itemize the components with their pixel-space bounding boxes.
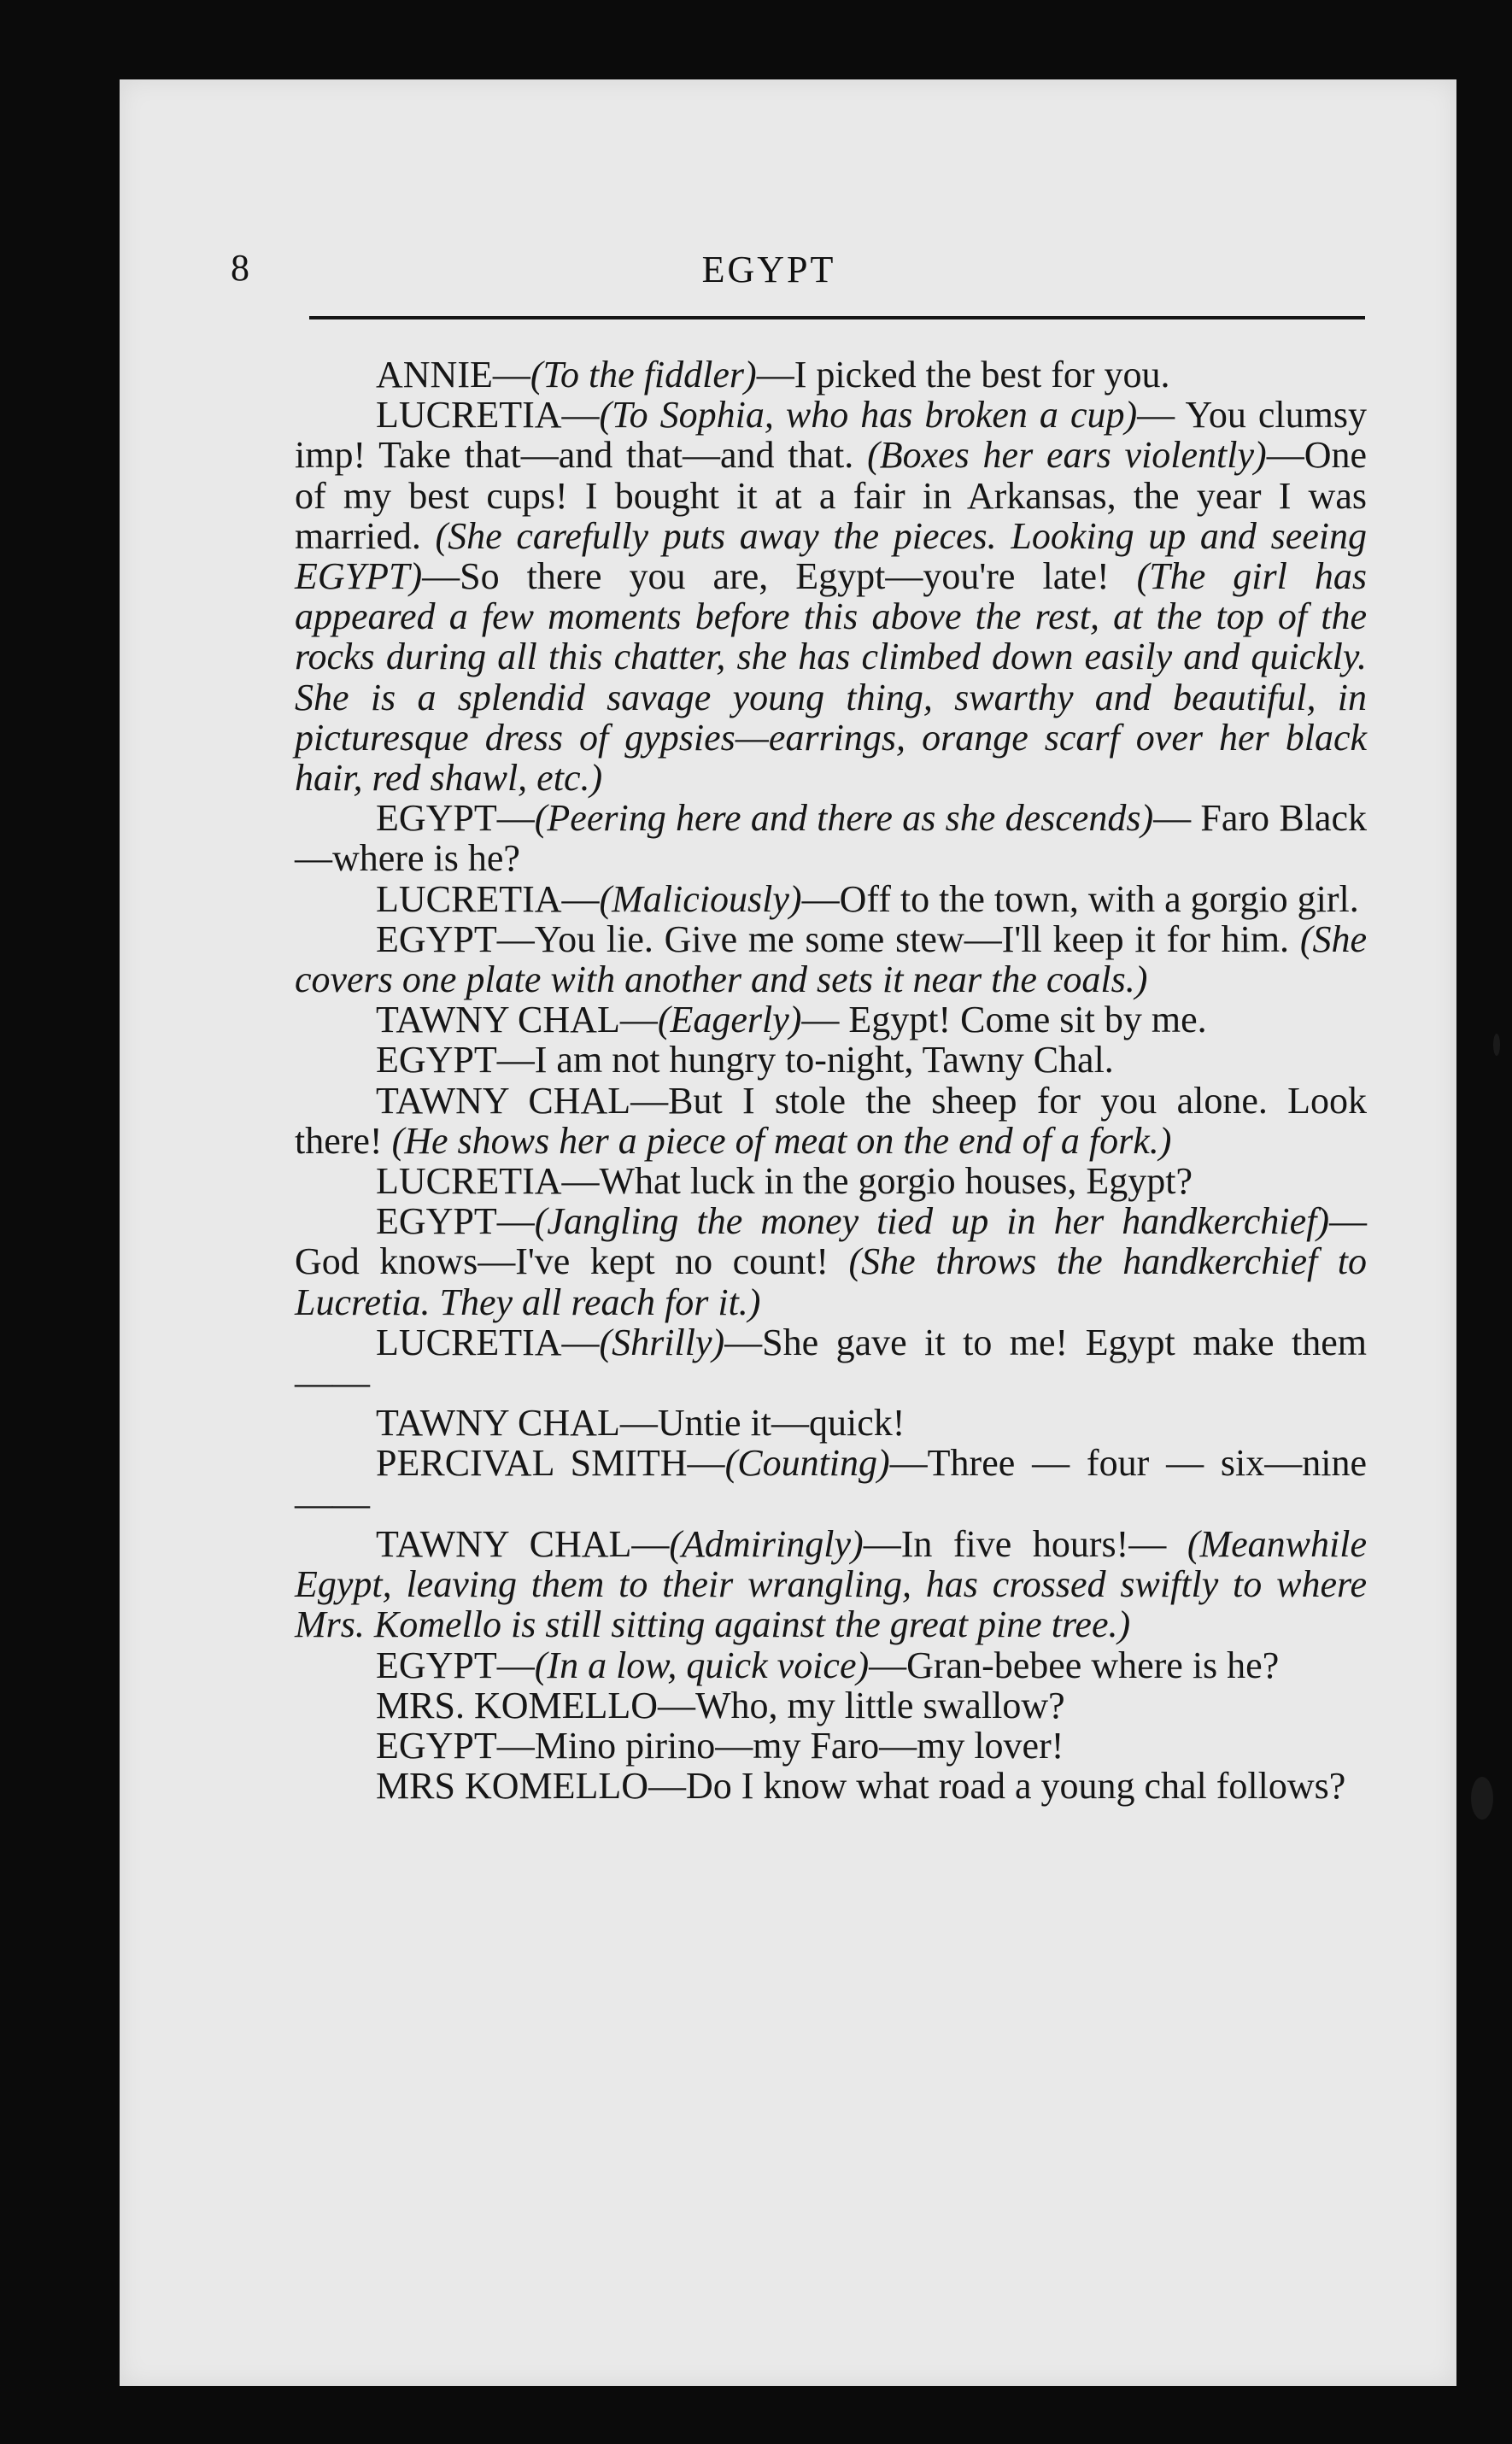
- dialogue-line: [295, 355, 1367, 395]
- speaker-name: EGYPT—: [376, 1200, 535, 1243]
- dialogue-text: Do I know what road a young chal follows?: [686, 1765, 1346, 1808]
- dialogue-text: —Off to the town, with a gorgio girl.: [801, 877, 1359, 920]
- dialogue-text: —I picked the best for you.: [756, 354, 1170, 396]
- stage-direction: (The girl has appeared a few moments before this above the rest, at the top of the rocks during all this chatter, she has climbed down easily and quickly. She is a splendid savage young thing, swarthy and beautiful, in picturesque dress of gypsies—earrings, orange scarf over her black hair, red shawl, etc.): [295, 555, 1367, 800]
- stage-direction: (In a low, quick voice): [534, 1644, 870, 1686]
- dialogue-text: —God knows—I've kept no count!: [295, 1200, 1367, 1283]
- speaker-name: MRS KOMELLO—: [376, 1765, 687, 1808]
- page-number: 8: [231, 247, 249, 289]
- dialogue-line: [295, 999, 1367, 1040]
- speaker-name: EGYPT—: [376, 1039, 535, 1081]
- dialogue-text: —So there you are, Egypt—you're late!: [422, 555, 1137, 598]
- dialogue-text: —In five hours!—: [863, 1522, 1187, 1565]
- dialogue-line: [295, 1726, 1367, 1766]
- speaker-name: TAWNY CHAL—: [376, 1402, 658, 1445]
- stage-direction: (Shrilly): [599, 1321, 725, 1363]
- stage-direction: (She covers one plate with another and sets it near the coals.): [295, 917, 1367, 1001]
- dialogue-line: [295, 1040, 1367, 1080]
- dialogue-line: [295, 919, 1367, 999]
- dialogue-text: —She gave it to me! Egypt make them——: [295, 1321, 1367, 1404]
- running-title: EGYPT: [701, 249, 836, 290]
- dialogue-line: [295, 395, 1367, 798]
- edge-speck: [1493, 1034, 1500, 1056]
- stage-direction: (Eagerly): [657, 999, 802, 1041]
- dialogue-line: [295, 1322, 1367, 1403]
- speaker-name: ANNIE—: [376, 354, 530, 396]
- stage-direction: (She carefully puts away the pieces. Looking up and seeing EGYPT): [295, 514, 1367, 598]
- speaker-name: LUCRETIA—: [376, 877, 600, 920]
- dialogue-line: [295, 798, 1367, 878]
- dialogue-line: [295, 1403, 1367, 1443]
- speaker-name: TAWNY CHAL—: [376, 1079, 669, 1122]
- speaker-name: LUCRETIA—: [376, 1160, 600, 1203]
- dialogue-text: But I stole the sheep for you alone. Look there!: [295, 1079, 1368, 1162]
- dialogue-line: [295, 1645, 1367, 1685]
- speaker-name: TAWNY CHAL—: [376, 1522, 670, 1565]
- dialogue-text: Who, my little swallow?: [695, 1684, 1065, 1726]
- dialogue-line: [295, 1161, 1367, 1201]
- stage-direction: (Peering here and there as she descends): [534, 797, 1154, 840]
- dialogue-text: —One of my best cups! I bought it at a fair in Arkansas, the year I was married.: [295, 434, 1367, 557]
- dialogue-text: — You clumsy imp! Take that—and that—and that.: [295, 394, 1367, 477]
- stage-direction: (Admiringly): [669, 1522, 864, 1565]
- dialogue-text: — Faro Black—where is he?: [295, 797, 1367, 880]
- dialogue-line: [295, 1685, 1367, 1726]
- dialogue-line: [295, 879, 1367, 919]
- stage-direction: (To Sophia, who has broken a cup): [599, 394, 1138, 437]
- dialogue-text: —Three — four — six—nine——: [295, 1442, 1368, 1525]
- stage-direction: (Jangling the money tied up in her handkerchief): [534, 1200, 1329, 1243]
- speaker-name: EGYPT—: [376, 1724, 535, 1767]
- speaker-name: EGYPT—: [376, 1644, 535, 1686]
- dialogue-text: Mino pirino—my Faro—my lover!: [534, 1724, 1064, 1767]
- dialogue-text: You lie. Give me some stew—I'll keep it for him.: [534, 917, 1300, 960]
- binding-hole-mark: [1471, 1777, 1493, 1820]
- speaker-name: LUCRETIA—: [376, 394, 600, 437]
- stage-direction: (Maliciously): [599, 877, 802, 920]
- speaker-name: EGYPT—: [376, 797, 535, 840]
- dialogue-line: [295, 1443, 1367, 1523]
- stage-direction: (Meanwhile Egypt, leaving them to their wrangling, has crossed swiftly to where Mrs. Komello is still sitting against the great pine tree.): [295, 1522, 1367, 1646]
- dialogue-line: [295, 1081, 1367, 1161]
- dialogue-line: [295, 1766, 1367, 1806]
- stage-direction: (He shows her a piece of meat on the end of a fork.): [391, 1119, 1172, 1162]
- dialogue-text: — Egypt! Come sit by me.: [801, 999, 1207, 1041]
- play-text: [295, 355, 1367, 1806]
- speaker-name: TAWNY CHAL—: [376, 999, 658, 1041]
- stage-direction: (To the fiddler): [530, 354, 757, 396]
- dialogue-line: [295, 1524, 1367, 1645]
- speaker-name: EGYPT—: [376, 917, 535, 960]
- dialogue-text: I am not hungry to-night, Tawny Chal.: [534, 1039, 1114, 1081]
- stage-direction: (Counting): [724, 1442, 890, 1485]
- stage-direction: (Boxes her ears violently): [867, 434, 1267, 477]
- speaker-name: MRS. KOMELLO—: [376, 1684, 696, 1726]
- dialogue-text: Untie it—quick!: [657, 1402, 905, 1445]
- dialogue-line: [295, 1201, 1367, 1322]
- speaker-name: PERCIVAL SMITH—: [376, 1442, 725, 1485]
- header-rule: [309, 316, 1365, 319]
- dialogue-text: What luck in the gorgio houses, Egypt?: [599, 1160, 1193, 1203]
- speaker-name: LUCRETIA—: [376, 1321, 600, 1363]
- stage-direction: (She throws the handkerchief to Lucretia. They all reach for it.): [295, 1240, 1367, 1323]
- dialogue-text: —Gran-bebee where is he?: [869, 1644, 1280, 1686]
